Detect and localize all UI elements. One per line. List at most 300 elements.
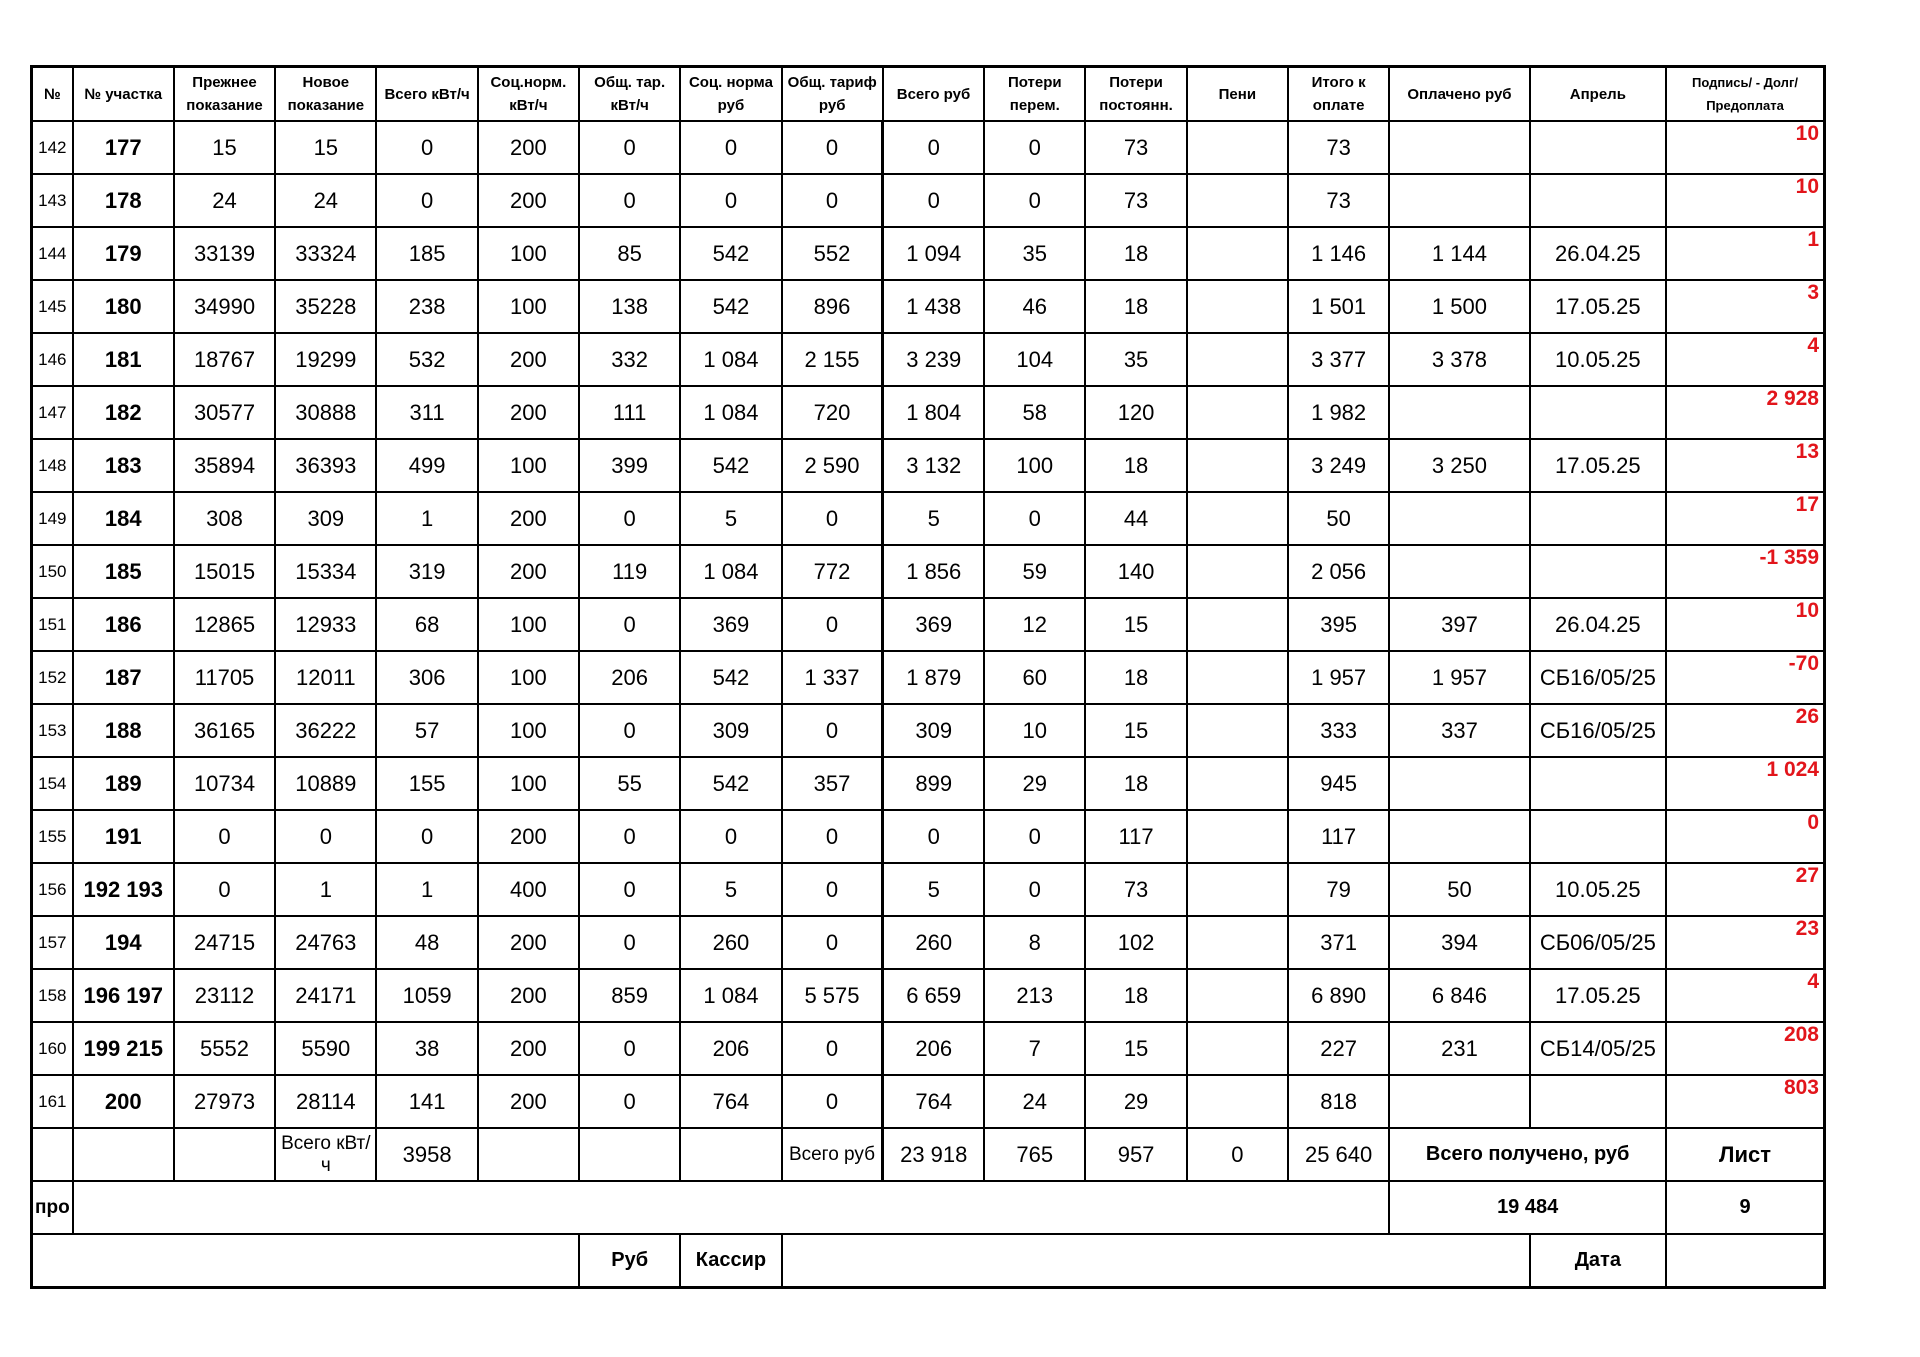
general-tariff-kwh-cell: 0 [579, 1075, 680, 1128]
paid-rub-cell [1389, 121, 1529, 174]
general-tariff-kwh-cell: 0 [579, 121, 680, 174]
losses-variable-cell: 104 [984, 333, 1085, 386]
new-reading-cell: 24 [275, 174, 376, 227]
general-tariff-kwh-cell: 85 [579, 227, 680, 280]
to-pay-cell: 3 249 [1288, 439, 1389, 492]
social-norm-kwh-cell: 200 [478, 916, 579, 969]
social-norm-rub-cell: 542 [680, 439, 781, 492]
paid-rub-cell [1389, 492, 1529, 545]
empty-cell [73, 1128, 174, 1181]
row-index-cell: 158 [32, 969, 73, 1022]
paid-rub-cell: 1 144 [1389, 227, 1529, 280]
totals-row [32, 1128, 1825, 1181]
prev-reading-cell: 12865 [174, 598, 275, 651]
social-norm-kwh-cell: 100 [478, 439, 579, 492]
row-index-cell: 144 [32, 227, 73, 280]
prev-reading-cell: 308 [174, 492, 275, 545]
balance-cell: 1 [1666, 227, 1824, 280]
losses-variable-cell: 35 [984, 227, 1085, 280]
social-norm-kwh-cell: 200 [478, 492, 579, 545]
paid-rub-cell [1389, 810, 1529, 863]
total-kwh-cell: 1 [376, 492, 477, 545]
april-date-cell [1530, 810, 1666, 863]
losses-constant-cell: 15 [1085, 1022, 1186, 1075]
total-rub-cell: 206 [883, 1022, 984, 1075]
table-row [32, 863, 1825, 916]
empty-cell [579, 1128, 680, 1181]
total-kwh-cell: 155 [376, 757, 477, 810]
general-tariff-rub-cell: 0 [782, 704, 883, 757]
to-pay-cell: 1 957 [1288, 651, 1389, 704]
paid-rub-cell [1389, 174, 1529, 227]
to-pay-cell: 1 982 [1288, 386, 1389, 439]
total-rub-cell: 0 [883, 810, 984, 863]
social-norm-kwh-cell: 200 [478, 969, 579, 1022]
losses-variable-cell: 7 [984, 1022, 1085, 1075]
prev-reading-cell: 15015 [174, 545, 275, 598]
prev-reading-cell: 33139 [174, 227, 275, 280]
losses-constant-cell: 73 [1085, 121, 1186, 174]
total-kwh-cell: 319 [376, 545, 477, 598]
losses-constant-cell: 18 [1085, 439, 1186, 492]
penalty-cell [1187, 545, 1288, 598]
paid-rub-cell: 3 250 [1389, 439, 1529, 492]
to-pay-cell: 227 [1288, 1022, 1389, 1075]
table-footer [32, 1128, 1825, 1288]
table-row [32, 916, 1825, 969]
general-tariff-kwh-cell: 332 [579, 333, 680, 386]
april-date-cell: 26.04.25 [1530, 598, 1666, 651]
received-total: 19 484 [1389, 1181, 1666, 1234]
to-pay-cell: 1 146 [1288, 227, 1389, 280]
april-date-cell [1530, 386, 1666, 439]
total-rub-cell: 0 [883, 121, 984, 174]
social-norm-kwh-cell: 200 [478, 386, 579, 439]
penalty-cell [1187, 916, 1288, 969]
social-norm-kwh-cell: 100 [478, 227, 579, 280]
col-general-tariff-rub-header: Общ. тариф руб [782, 67, 883, 122]
losses-variable-cell: 24 [984, 1075, 1085, 1128]
april-date-cell: 10.05.25 [1530, 863, 1666, 916]
total-rub-cell: 1 879 [883, 651, 984, 704]
losses-constant-cell: 73 [1085, 174, 1186, 227]
col-losses-variable-header: Потери перем. [984, 67, 1085, 122]
prev-reading-cell: 35894 [174, 439, 275, 492]
social-norm-rub-cell: 309 [680, 704, 781, 757]
social-norm-rub-cell: 5 [680, 492, 781, 545]
row-index-cell: 152 [32, 651, 73, 704]
total-kwh-cell: 38 [376, 1022, 477, 1075]
plot-number-cell: 199 215 [73, 1022, 174, 1075]
april-date-cell [1530, 121, 1666, 174]
to-pay-cell: 818 [1288, 1075, 1389, 1128]
social-norm-rub-cell: 1 084 [680, 545, 781, 598]
plot-number-cell: 181 [73, 333, 174, 386]
to-pay-cell: 945 [1288, 757, 1389, 810]
row-index-cell: 154 [32, 757, 73, 810]
total-received-label: Всего получено, руб [1389, 1128, 1666, 1181]
penalty-cell [1187, 704, 1288, 757]
general-tariff-rub-cell: 0 [782, 174, 883, 227]
plot-number-cell: 187 [73, 651, 174, 704]
balance-cell: 27 [1666, 863, 1824, 916]
col-prev-reading-header: Прежнее показание [174, 67, 275, 122]
paid-rub-cell: 1 500 [1389, 280, 1529, 333]
new-reading-cell: 10889 [275, 757, 376, 810]
new-reading-cell: 19299 [275, 333, 376, 386]
col-losses-constant-header: Потери постоянн. [1085, 67, 1186, 122]
losses-variable-cell: 10 [984, 704, 1085, 757]
losses-variable-cell: 60 [984, 651, 1085, 704]
losses-constant-cell: 15 [1085, 598, 1186, 651]
losses-variable-cell: 213 [984, 969, 1085, 1022]
losses-constant-cell: 18 [1085, 280, 1186, 333]
general-tariff-kwh-cell: 0 [579, 916, 680, 969]
total-rub-cell: 1 094 [883, 227, 984, 280]
social-norm-rub-cell: 1 084 [680, 333, 781, 386]
general-tariff-rub-cell: 720 [782, 386, 883, 439]
prev-reading-cell: 18767 [174, 333, 275, 386]
losses-constant-cell: 73 [1085, 863, 1186, 916]
general-tariff-rub-cell: 5 575 [782, 969, 883, 1022]
losses-constant-cell: 120 [1085, 386, 1186, 439]
to-pay-cell: 73 [1288, 174, 1389, 227]
prev-reading-cell: 24715 [174, 916, 275, 969]
prev-reading-cell: 10734 [174, 757, 275, 810]
plot-number-cell: 185 [73, 545, 174, 598]
total-rub-cell: 764 [883, 1075, 984, 1128]
balance-cell: 4 [1666, 969, 1824, 1022]
social-norm-rub-cell: 1 084 [680, 969, 781, 1022]
plot-number-cell: 192 193 [73, 863, 174, 916]
paid-rub-cell [1389, 757, 1529, 810]
penalty-cell [1187, 439, 1288, 492]
penalty-cell [1187, 174, 1288, 227]
total-kwh-cell: 1 [376, 863, 477, 916]
table-row [32, 333, 1825, 386]
col-paid-rub-header: Оплачено руб [1389, 67, 1529, 122]
general-tariff-kwh-cell: 206 [579, 651, 680, 704]
to-pay-cell: 1 501 [1288, 280, 1389, 333]
social-norm-rub-cell: 542 [680, 280, 781, 333]
losses-variable-cell: 12 [984, 598, 1085, 651]
total-rub-cell: 3 132 [883, 439, 984, 492]
total-rub-cell: 899 [883, 757, 984, 810]
losses-constant-cell: 18 [1085, 227, 1186, 280]
social-norm-rub-cell: 260 [680, 916, 781, 969]
sheet-label: Лист [1666, 1128, 1824, 1181]
balance-cell: 208 [1666, 1022, 1824, 1075]
table-row [32, 598, 1825, 651]
sheet-number: 9 [1666, 1181, 1824, 1234]
total-kwh-value: 3958 [376, 1128, 477, 1181]
balance-cell: 0 [1666, 810, 1824, 863]
prev-reading-cell: 23112 [174, 969, 275, 1022]
col-to-pay-header: Итого к оплате [1288, 67, 1389, 122]
total-losses-variable: 765 [984, 1128, 1085, 1181]
losses-constant-cell: 18 [1085, 757, 1186, 810]
social-norm-kwh-cell: 200 [478, 1022, 579, 1075]
balance-cell: 23 [1666, 916, 1824, 969]
total-rub-cell: 5 [883, 492, 984, 545]
table-row [32, 757, 1825, 810]
april-date-cell [1530, 492, 1666, 545]
total-kwh-cell: 57 [376, 704, 477, 757]
total-kwh-cell: 48 [376, 916, 477, 969]
general-tariff-rub-cell: 0 [782, 1022, 883, 1075]
total-to-pay: 25 640 [1288, 1128, 1389, 1181]
total-rub-cell: 260 [883, 916, 984, 969]
summary-prefix: про [32, 1181, 73, 1234]
total-kwh-cell: 238 [376, 280, 477, 333]
cashier-signature-cell [782, 1234, 1530, 1288]
new-reading-cell: 35228 [275, 280, 376, 333]
april-date-cell [1530, 757, 1666, 810]
total-rub-cell: 3 239 [883, 333, 984, 386]
row-index-cell: 161 [32, 1075, 73, 1128]
prev-reading-cell: 11705 [174, 651, 275, 704]
total-rub-cell: 1 438 [883, 280, 984, 333]
prev-reading-cell: 30577 [174, 386, 275, 439]
table-row [32, 810, 1825, 863]
paid-rub-cell: 337 [1389, 704, 1529, 757]
general-tariff-rub-cell: 1 337 [782, 651, 883, 704]
losses-constant-cell: 15 [1085, 704, 1186, 757]
general-tariff-kwh-cell: 138 [579, 280, 680, 333]
april-date-cell: СБ16/05/25 [1530, 704, 1666, 757]
general-tariff-kwh-cell: 399 [579, 439, 680, 492]
table-row [32, 1075, 1825, 1128]
new-reading-cell: 33324 [275, 227, 376, 280]
balance-cell: 10 [1666, 121, 1824, 174]
general-tariff-rub-cell: 552 [782, 227, 883, 280]
april-date-cell [1530, 174, 1666, 227]
table-row [32, 280, 1825, 333]
row-index-cell: 148 [32, 439, 73, 492]
plot-number-cell: 177 [73, 121, 174, 174]
total-rub-cell: 6 659 [883, 969, 984, 1022]
april-date-cell: 17.05.25 [1530, 969, 1666, 1022]
row-index-cell: 150 [32, 545, 73, 598]
losses-variable-cell: 58 [984, 386, 1085, 439]
col-social-norm-kwh-header: Соц.норм. кВт/ч [478, 67, 579, 122]
social-norm-rub-cell: 369 [680, 598, 781, 651]
losses-variable-cell: 0 [984, 810, 1085, 863]
table-row [32, 969, 1825, 1022]
to-pay-cell: 371 [1288, 916, 1389, 969]
general-tariff-rub-cell: 2 155 [782, 333, 883, 386]
total-rub-cell: 1 856 [883, 545, 984, 598]
plot-number-cell: 180 [73, 280, 174, 333]
general-tariff-rub-cell: 0 [782, 810, 883, 863]
rub-label: Руб [579, 1234, 680, 1288]
table-body [32, 121, 1825, 1128]
date-value-cell [1666, 1234, 1824, 1288]
losses-constant-cell: 29 [1085, 1075, 1186, 1128]
balance-cell: 2 928 [1666, 386, 1824, 439]
empty-cell [174, 1128, 275, 1181]
plot-number-cell: 183 [73, 439, 174, 492]
losses-constant-cell: 102 [1085, 916, 1186, 969]
general-tariff-kwh-cell: 0 [579, 810, 680, 863]
losses-variable-cell: 0 [984, 174, 1085, 227]
balance-cell: 10 [1666, 174, 1824, 227]
social-norm-rub-cell: 0 [680, 121, 781, 174]
paid-rub-cell [1389, 386, 1529, 439]
general-tariff-kwh-cell: 859 [579, 969, 680, 1022]
total-rub-cell: 0 [883, 174, 984, 227]
paid-rub-cell [1389, 545, 1529, 598]
social-norm-kwh-cell: 200 [478, 121, 579, 174]
to-pay-cell: 3 377 [1288, 333, 1389, 386]
row-index-cell: 142 [32, 121, 73, 174]
col-penalty-header: Пени [1187, 67, 1288, 122]
general-tariff-kwh-cell: 0 [579, 704, 680, 757]
total-losses-constant: 957 [1085, 1128, 1186, 1181]
empty-cell [478, 1128, 579, 1181]
april-date-cell: 17.05.25 [1530, 439, 1666, 492]
total-kwh-cell: 0 [376, 810, 477, 863]
paid-rub-cell: 397 [1389, 598, 1529, 651]
balance-cell: 4 [1666, 333, 1824, 386]
losses-variable-cell: 100 [984, 439, 1085, 492]
social-norm-kwh-cell: 100 [478, 704, 579, 757]
losses-variable-cell: 0 [984, 863, 1085, 916]
prev-reading-cell: 15 [174, 121, 275, 174]
new-reading-cell: 12011 [275, 651, 376, 704]
balance-cell: 26 [1666, 704, 1824, 757]
plot-number-cell: 186 [73, 598, 174, 651]
april-date-cell [1530, 1075, 1666, 1128]
col-april-header: Апрель [1530, 67, 1666, 122]
social-norm-kwh-cell: 200 [478, 174, 579, 227]
row-index-cell: 160 [32, 1022, 73, 1075]
paid-rub-cell: 231 [1389, 1022, 1529, 1075]
total-kwh-label: Всего кВт/ч [275, 1128, 376, 1181]
social-norm-rub-cell: 0 [680, 810, 781, 863]
col-total-rub-header: Всего руб [883, 67, 984, 122]
new-reading-cell: 28114 [275, 1075, 376, 1128]
general-tariff-rub-cell: 357 [782, 757, 883, 810]
social-norm-rub-cell: 206 [680, 1022, 781, 1075]
plot-number-cell: 188 [73, 704, 174, 757]
plot-number-cell: 194 [73, 916, 174, 969]
new-reading-cell: 36222 [275, 704, 376, 757]
to-pay-cell: 6 890 [1288, 969, 1389, 1022]
social-norm-kwh-cell: 200 [478, 810, 579, 863]
signature-empty-cell [32, 1234, 580, 1288]
total-rub-label: Всего руб [782, 1128, 883, 1181]
losses-constant-cell: 18 [1085, 969, 1186, 1022]
balance-cell: -70 [1666, 651, 1824, 704]
april-date-cell: 10.05.25 [1530, 333, 1666, 386]
total-kwh-cell: 141 [376, 1075, 477, 1128]
losses-constant-cell: 18 [1085, 651, 1186, 704]
total-kwh-cell: 306 [376, 651, 477, 704]
social-norm-kwh-cell: 200 [478, 545, 579, 598]
general-tariff-rub-cell: 0 [782, 1075, 883, 1128]
social-norm-kwh-cell: 200 [478, 333, 579, 386]
new-reading-cell: 15334 [275, 545, 376, 598]
april-date-cell: 17.05.25 [1530, 280, 1666, 333]
total-rub-value: 23 918 [883, 1128, 984, 1181]
social-norm-rub-cell: 542 [680, 757, 781, 810]
table-row [32, 174, 1825, 227]
paid-rub-cell: 6 846 [1389, 969, 1529, 1022]
summary-empty-cell [73, 1181, 1390, 1234]
header-row [32, 67, 1825, 122]
col-total-kwh-header: Всего кВт/ч [376, 67, 477, 122]
prev-reading-cell: 36165 [174, 704, 275, 757]
to-pay-cell: 73 [1288, 121, 1389, 174]
table-row [32, 439, 1825, 492]
table-row [32, 704, 1825, 757]
new-reading-cell: 24171 [275, 969, 376, 1022]
to-pay-cell: 395 [1288, 598, 1389, 651]
paid-rub-cell: 394 [1389, 916, 1529, 969]
table-row [32, 492, 1825, 545]
balance-cell: 13 [1666, 439, 1824, 492]
general-tariff-kwh-cell: 55 [579, 757, 680, 810]
penalty-cell [1187, 757, 1288, 810]
plot-number-cell: 196 197 [73, 969, 174, 1022]
general-tariff-rub-cell: 0 [782, 492, 883, 545]
to-pay-cell: 2 056 [1288, 545, 1389, 598]
general-tariff-kwh-cell: 0 [579, 1022, 680, 1075]
col-social-norm-rub-header: Соц. норма руб [680, 67, 781, 122]
row-index-cell: 156 [32, 863, 73, 916]
penalty-cell [1187, 386, 1288, 439]
total-kwh-cell: 1059 [376, 969, 477, 1022]
losses-variable-cell: 8 [984, 916, 1085, 969]
table-row [32, 545, 1825, 598]
plot-number-cell: 182 [73, 386, 174, 439]
balance-cell: 3 [1666, 280, 1824, 333]
col-general-tariff-kwh-header: Общ. тар. кВт/ч [579, 67, 680, 122]
penalty-cell [1187, 1022, 1288, 1075]
social-norm-rub-cell: 542 [680, 227, 781, 280]
new-reading-cell: 309 [275, 492, 376, 545]
total-kwh-cell: 0 [376, 121, 477, 174]
losses-constant-cell: 35 [1085, 333, 1186, 386]
col-new-reading-header: Новое показание [275, 67, 376, 122]
plot-number-cell: 189 [73, 757, 174, 810]
row-index-cell: 147 [32, 386, 73, 439]
penalty-cell [1187, 969, 1288, 1022]
plot-number-cell: 200 [73, 1075, 174, 1128]
general-tariff-kwh-cell: 0 [579, 863, 680, 916]
new-reading-cell: 12933 [275, 598, 376, 651]
row-index-cell: 155 [32, 810, 73, 863]
prev-reading-cell: 5552 [174, 1022, 275, 1075]
paid-rub-cell: 1 957 [1389, 651, 1529, 704]
new-reading-cell: 1 [275, 863, 376, 916]
new-reading-cell: 24763 [275, 916, 376, 969]
table-row [32, 1022, 1825, 1075]
april-date-cell: 26.04.25 [1530, 227, 1666, 280]
general-tariff-rub-cell: 896 [782, 280, 883, 333]
balance-cell: 17 [1666, 492, 1824, 545]
plot-number-cell: 191 [73, 810, 174, 863]
balance-cell: 10 [1666, 598, 1824, 651]
to-pay-cell: 79 [1288, 863, 1389, 916]
cashier-label: Кассир [680, 1234, 781, 1288]
total-kwh-cell: 311 [376, 386, 477, 439]
losses-variable-cell: 46 [984, 280, 1085, 333]
penalty-cell [1187, 333, 1288, 386]
april-date-cell: СБ14/05/25 [1530, 1022, 1666, 1075]
social-norm-kwh-cell: 100 [478, 598, 579, 651]
